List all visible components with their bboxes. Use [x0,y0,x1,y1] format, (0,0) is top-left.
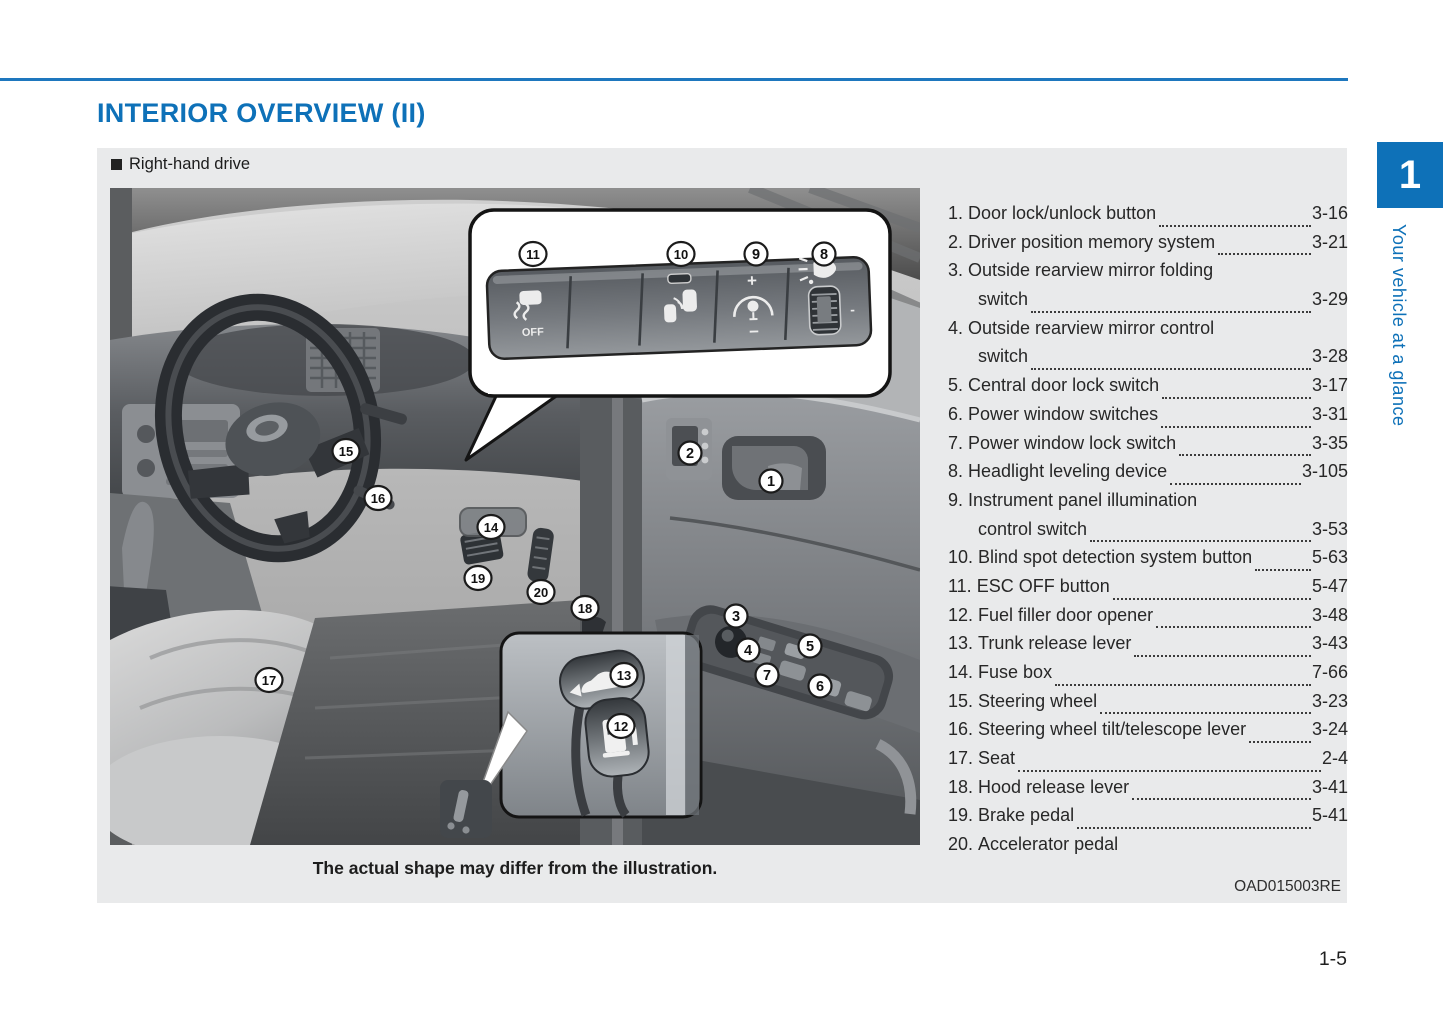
toc-list [948,203,1348,863]
toc-item-line [948,662,1348,691]
svg-text:17: 17 [261,673,277,688]
toc-leader-dots [1134,655,1311,657]
toc-item-label: Hood release lever [978,776,1130,797]
toc-item-line [948,519,1348,548]
toc-item-line [948,260,1348,289]
svg-text:−: − [748,321,760,342]
toc-item-label: Accelerator pedal [978,834,1119,855]
toc-item-label: Driver position memory system [968,231,1216,252]
callout-marker-4 [737,639,760,662]
toc-leader-dots [1159,225,1311,227]
toc-leader-dots [1218,253,1311,255]
toc-item-number: 10. [948,547,974,568]
svg-text:14: 14 [483,520,499,535]
svg-text:10: 10 [673,247,689,262]
toc-item-label: Outside rearview mirror control [968,317,1215,338]
toc-item-label: Headlight leveling device [968,461,1168,482]
toc-item-number: 12. [948,604,974,625]
toc-leader-dots [1077,827,1311,829]
toc-item-label: Steering wheel tilt/telescope lever [978,719,1247,740]
toc-item-page: 3-43 [1311,633,1348,654]
toc-item-number: 19. [948,805,974,826]
toc-item-label: Fuse box [978,662,1053,682]
toc-item-number: 7. [948,432,964,453]
callout-marker-15 [333,439,360,463]
toc-item-line [948,691,1348,720]
svg-text:7: 7 [762,668,772,684]
toc-item-line [948,748,1348,777]
toc-item-number: 11. [948,575,972,596]
callout-marker-5 [799,635,822,658]
toc-item-number: 17. [948,748,974,769]
toc-item-page: 3-41 [1311,776,1348,797]
svg-text:6: 6 [815,679,825,695]
toc-item-number: 3. [948,260,964,281]
toc-leader-dots [1018,770,1321,772]
toc-item-line [948,232,1348,261]
svg-text:8: 8 [819,247,829,263]
toc-item-label: Central door lock switch [968,375,1160,396]
toc-item-label: Power window lock switch [968,432,1177,453]
toc-item-label: Steering wheel [978,690,1098,711]
variant-label [111,155,250,174]
interior-illustration [110,188,920,845]
callout-marker-11 [520,242,547,266]
toc-item-line [948,433,1348,462]
chapter-number: 1 [1398,153,1422,197]
svg-text:19: 19 [470,571,486,586]
toc-item-number: 20. [948,834,974,855]
toc-leader-dots [1090,540,1311,542]
toc-item-page: 5-41 [1311,805,1348,826]
toc-item-label: Power window switches [968,403,1159,424]
figure-code: OAD015003RE [1234,878,1341,895]
toc-item-number: 2. [948,231,964,252]
square-bullet-icon [111,159,122,170]
toc-leader-dots [1113,598,1311,600]
toc-leader-dots [1170,483,1301,485]
toc-item-number: 1. [948,203,964,223]
toc-leader-dots [1100,712,1311,714]
callout-marker-12 [608,714,635,738]
page-title: INTERIOR OVERVIEW (II) [97,98,426,128]
toc-item-number: 16. [948,719,974,740]
toc-item-page: 7-66 [1311,662,1348,682]
svg-text:20: 20 [533,585,549,600]
toc-item-number: 18. [948,776,974,797]
chapter-title-vertical: Your vehicle at a glance [1389,224,1409,427]
callout-marker-3 [725,605,748,628]
figure-caption: The actual shape may differ from the illustration. [312,858,718,878]
svg-text:4: 4 [743,643,753,659]
header-rule [0,78,1348,81]
callout-marker-6 [809,675,832,698]
callout-marker-13 [611,663,638,687]
toc-item-page: 5-47 [1311,575,1348,596]
toc-item-number: 4. [948,317,964,338]
svg-text:18: 18 [577,601,593,616]
toc-item-page: 3-23 [1311,690,1348,711]
callout-marker-2 [679,442,702,465]
toc-item-line [948,346,1348,375]
toc-item-page: 3-35 [1311,432,1348,453]
toc-leader-dots [1132,798,1311,800]
callout-marker-17 [256,668,283,692]
toc-item-page: 2-4 [1321,748,1348,769]
toc-leader-dots [1162,397,1311,399]
toc-item-number: 8. [948,461,964,482]
release-lever-unit [440,780,492,838]
toc-item-label: Fuel filler door opener [978,604,1154,625]
callout-marker-20 [528,580,555,604]
page-number: 1-5 [1318,948,1347,970]
svg-text:11: 11 [526,247,540,262]
toc-item-line [948,805,1348,834]
toc-leader-dots [1031,311,1311,313]
svg-text:5: 5 [805,639,815,655]
callout-switch-panel [486,256,871,360]
svg-text:3: 3 [731,609,741,625]
toc-item-label: Brake pedal [978,805,1075,826]
toc-item-page: 3-31 [1311,403,1348,424]
toc-item-label: switch [978,346,1029,367]
callout-marker-18 [572,596,599,620]
callout-marker-14 [478,515,505,539]
chapter-tab [1377,142,1443,208]
toc-item-page: 3-28 [1311,346,1348,367]
callout-marker-7 [756,664,779,687]
toc-item-page: 3-48 [1311,604,1348,625]
toc-item-line [948,375,1348,404]
svg-text:+: + [746,270,758,291]
toc-item-page: 3-53 [1311,518,1348,539]
toc-leader-dots [1249,741,1311,743]
toc-item-page: 3-21 [1311,231,1348,252]
toc-item-label: Trunk release lever [978,633,1132,654]
callout-marker-16 [365,486,392,510]
toc-item-label: Instrument panel illumination [968,489,1198,510]
toc-leader-dots [1055,684,1311,686]
callout-marker-10 [668,242,695,266]
toc-item-label: control switch [978,518,1088,539]
interior-illustration-svg [110,188,920,845]
toc-item-line [948,203,1348,232]
toc-item-line [948,777,1348,806]
svg-text:12: 12 [613,719,629,734]
toc-item-line [948,719,1348,748]
svg-text:16: 16 [370,491,386,506]
toc-item-number: 9. [948,489,964,510]
toc-leader-dots [1161,426,1311,428]
svg-text:9: 9 [751,247,761,263]
toc-item-page: 3-17 [1311,375,1348,396]
toc-item-line [948,576,1348,605]
toc-leader-dots [1031,368,1311,370]
toc-item-label: ESC OFF button [976,575,1110,596]
svg-text:15: 15 [338,444,354,459]
toc-item-label: Door lock/unlock button [968,203,1157,223]
toc-item-line [948,547,1348,576]
toc-item-line [948,461,1348,490]
toc-leader-dots [1179,454,1311,456]
toc-leader-dots [1255,569,1311,571]
toc-item-line [948,404,1348,433]
callout-joint [488,380,568,394]
toc-item-line [948,633,1348,662]
toc-item-label: Blind spot detection system button [978,547,1253,568]
toc-item-number: 13. [948,633,974,654]
toc-item-page: 5-63 [1311,547,1348,568]
svg-text:OFF: OFF [521,326,545,340]
toc-leader-dots [1156,626,1311,628]
toc-item-line [948,289,1348,318]
callout-marker-9 [745,243,768,266]
toc-item-label: switch [978,289,1029,310]
callout-marker-8 [813,243,836,266]
toc-item-number: 5. [948,375,964,396]
svg-text:1: 1 [766,474,776,490]
toc-item-number: 14. [948,662,974,682]
toc-item-page: 3-24 [1311,719,1348,740]
toc-item-line [948,605,1348,634]
svg-text:13: 13 [616,668,632,683]
toc-item-line [948,490,1348,519]
toc-item-page: 3-105 [1301,461,1348,482]
callout-marker-1 [760,470,783,493]
toc-item-line [948,834,1348,863]
toc-item-number: 15. [948,690,974,711]
toc-item-number: 6. [948,403,964,424]
toc-item-line [948,318,1348,347]
svg-text:-: - [849,301,856,318]
variant-label-text: Right-hand drive [129,155,251,173]
toc-item-label: Outside rearview mirror folding [968,260,1214,281]
callout-marker-19 [465,566,492,590]
toc-item-page: 3-16 [1311,203,1348,223]
toc-item-label: Seat [978,748,1016,769]
toc-item-page: 3-29 [1311,289,1348,310]
svg-text:2: 2 [685,446,695,462]
